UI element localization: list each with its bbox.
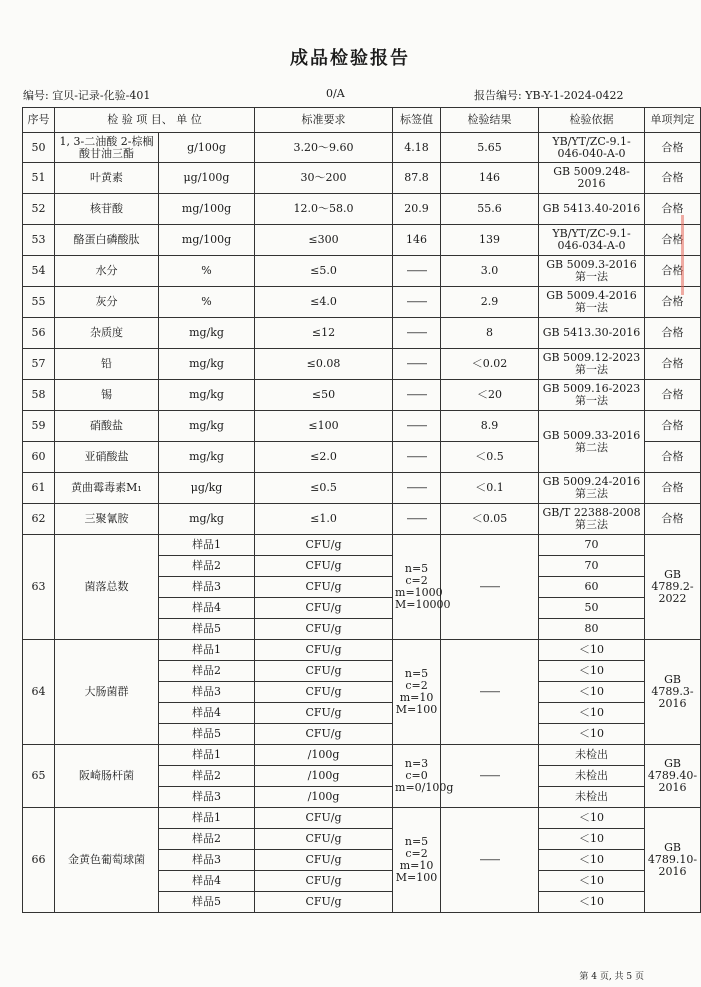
sample-unit: CFU/g <box>255 871 393 892</box>
test-result: 70 <box>539 535 645 556</box>
item-name: 叶黄素 <box>55 163 159 194</box>
standard-requirement: ≤12 <box>255 318 393 349</box>
judgement: 合格 <box>645 349 701 380</box>
label-value: —— <box>393 380 441 411</box>
sample-unit: CFU/g <box>255 829 393 850</box>
table-row <box>23 133 701 163</box>
row-number: 58 <box>23 380 55 411</box>
test-result: 80 <box>539 619 645 640</box>
test-basis: GB 5009.248-2016 <box>539 163 645 194</box>
judgement: 合格 <box>645 504 701 535</box>
test-result: 50 <box>539 598 645 619</box>
sample-label: 样品3 <box>159 850 255 871</box>
report-title: 成品检验报告 <box>290 48 410 69</box>
test-basis: GB 4789.10-2016 <box>645 808 701 913</box>
item-name: 硝酸盐 <box>55 411 159 442</box>
inspection-table <box>22 107 701 913</box>
header-row <box>23 108 701 133</box>
item-unit: mg/kg <box>159 349 255 380</box>
label-value: —— <box>393 504 441 535</box>
sample-unit: CFU/g <box>255 892 393 913</box>
label-value: —— <box>393 349 441 380</box>
label-value: —— <box>441 745 539 808</box>
item-unit: mg/kg <box>159 442 255 473</box>
standard-requirement: ≤4.0 <box>255 287 393 318</box>
sample-label: 样品1 <box>159 640 255 661</box>
label-value: —— <box>441 808 539 913</box>
item-name: 杂质度 <box>55 318 159 349</box>
label-value: 20.9 <box>393 194 441 225</box>
sample-unit: CFU/g <box>255 724 393 745</box>
test-result: 8 <box>441 318 539 349</box>
sample-unit: /100g <box>255 745 393 766</box>
page-number: 第 4 页, 共 5 页 <box>579 972 644 982</box>
sample-unit: CFU/g <box>255 808 393 829</box>
standard-requirement: ≤50 <box>255 380 393 411</box>
row-number: 52 <box>23 194 55 225</box>
test-result: 未检出 <box>539 766 645 787</box>
row-number: 64 <box>23 640 55 745</box>
test-result: 未检出 <box>539 745 645 766</box>
standard-requirement: 3.20～9.60 <box>255 133 393 163</box>
test-basis: GB 4789.3-2016 <box>645 640 701 745</box>
row-number: 60 <box>23 442 55 473</box>
test-result: 70 <box>539 556 645 577</box>
test-result: 139 <box>441 225 539 256</box>
row-number: 62 <box>23 504 55 535</box>
label-value: —— <box>393 442 441 473</box>
sampling-plan: n=5 c=2 m=10 M=100 <box>393 640 441 745</box>
sample-unit: CFU/g <box>255 640 393 661</box>
sample-unit: /100g <box>255 787 393 808</box>
sample-unit: /100g <box>255 766 393 787</box>
label-value: —— <box>393 473 441 504</box>
test-basis: YB/YT/ZC-9.1-046-034-A-0 <box>539 225 645 256</box>
test-result: ＜0.5 <box>441 442 539 473</box>
report-number: 报告编号: YB-Y-1-2024-0422 <box>474 89 624 102</box>
sample-label: 样品1 <box>159 535 255 556</box>
row-number: 66 <box>23 808 55 913</box>
sample-label: 样品1 <box>159 808 255 829</box>
table-row <box>23 194 701 225</box>
test-basis: GB 5009.4-2016 第一法 <box>539 287 645 318</box>
item-unit: μg/kg <box>159 473 255 504</box>
standard-requirement: 30～200 <box>255 163 393 194</box>
standard-requirement: ≤5.0 <box>255 256 393 287</box>
test-result: ＜10 <box>539 808 645 829</box>
sample-label: 样品3 <box>159 682 255 703</box>
test-result: 2.9 <box>441 287 539 318</box>
test-result: 60 <box>539 577 645 598</box>
row-number: 53 <box>23 225 55 256</box>
header-cell: 检 验 项 目、 单 位 <box>55 108 255 133</box>
table-row <box>23 504 701 535</box>
sample-label: 样品4 <box>159 871 255 892</box>
test-result: ＜0.02 <box>441 349 539 380</box>
label-value: 146 <box>393 225 441 256</box>
label-value: —— <box>441 640 539 745</box>
item-unit: mg/100g <box>159 225 255 256</box>
standard-requirement: ≤300 <box>255 225 393 256</box>
test-result: 55.6 <box>441 194 539 225</box>
test-result: ＜10 <box>539 829 645 850</box>
judgement: 合格 <box>645 163 701 194</box>
table-row <box>23 349 701 380</box>
test-result: ＜10 <box>539 724 645 745</box>
sample-unit: CFU/g <box>255 577 393 598</box>
test-basis: GB 4789.40-2016 <box>645 745 701 808</box>
sample-label: 样品4 <box>159 703 255 724</box>
sample-unit: CFU/g <box>255 682 393 703</box>
record-code: 编号: 宜贝-记录-化验-401 <box>23 89 151 102</box>
row-number: 54 <box>23 256 55 287</box>
item-unit: mg/kg <box>159 504 255 535</box>
label-value: —— <box>393 318 441 349</box>
header-cell: 检验结果 <box>441 108 539 133</box>
test-result: ＜0.1 <box>441 473 539 504</box>
test-basis: YB/YT/ZC-9.1-046-040-A-0 <box>539 133 645 163</box>
row-number: 50 <box>23 133 55 163</box>
standard-requirement: ≤1.0 <box>255 504 393 535</box>
judgement: 合格 <box>645 380 701 411</box>
table-row <box>23 380 701 411</box>
table-row <box>23 411 701 442</box>
sample-unit: CFU/g <box>255 850 393 871</box>
sample-label: 样品2 <box>159 661 255 682</box>
test-result: ＜20 <box>441 380 539 411</box>
test-basis: GB 5413.40-2016 <box>539 194 645 225</box>
item-name: 1, 3-二油酸 2-棕榈酸甘油三酯 <box>55 133 159 163</box>
item-name: 黄曲霉毒素M₁ <box>55 473 159 504</box>
item-name: 三聚氰胺 <box>55 504 159 535</box>
sampling-plan: n=5 c=2 m=10 M=100 <box>393 808 441 913</box>
row-number: 59 <box>23 411 55 442</box>
sample-unit: CFU/g <box>255 556 393 577</box>
row-number: 63 <box>23 535 55 640</box>
item-name: 核苷酸 <box>55 194 159 225</box>
sample-label: 样品2 <box>159 829 255 850</box>
judgement: 合格 <box>645 225 701 256</box>
sample-row <box>23 745 701 766</box>
sample-label: 样品4 <box>159 598 255 619</box>
row-number: 61 <box>23 473 55 504</box>
table-row <box>23 163 701 194</box>
label-value: —— <box>393 411 441 442</box>
judgement: 合格 <box>645 133 701 163</box>
judgement: 合格 <box>645 287 701 318</box>
row-number: 65 <box>23 745 55 808</box>
sample-unit: CFU/g <box>255 661 393 682</box>
row-number: 56 <box>23 318 55 349</box>
standard-requirement: 12.0～58.0 <box>255 194 393 225</box>
table-row <box>23 256 701 287</box>
sample-label: 样品5 <box>159 619 255 640</box>
table-row <box>23 225 701 256</box>
sample-label: 样品2 <box>159 556 255 577</box>
item-unit: mg/100g <box>159 194 255 225</box>
standard-requirement: ≤0.5 <box>255 473 393 504</box>
header-cell: 标准要求 <box>255 108 393 133</box>
sample-unit: CFU/g <box>255 598 393 619</box>
red-stamp-fragment <box>681 215 700 295</box>
label-value: —— <box>393 256 441 287</box>
item-name: 灰分 <box>55 287 159 318</box>
sampling-plan: n=5 c=2 m=1000 M=10000 <box>393 535 441 640</box>
label-value: 4.18 <box>393 133 441 163</box>
test-result: 3.0 <box>441 256 539 287</box>
item-unit: % <box>159 256 255 287</box>
sample-label: 样品5 <box>159 724 255 745</box>
item-unit: mg/kg <box>159 318 255 349</box>
item-name: 菌落总数 <box>55 535 159 640</box>
item-name: 锡 <box>55 380 159 411</box>
test-result: 5.65 <box>441 133 539 163</box>
test-basis: GB 5009.3-2016 第一法 <box>539 256 645 287</box>
label-value: 87.8 <box>393 163 441 194</box>
test-result: ＜10 <box>539 850 645 871</box>
test-result: ＜10 <box>539 682 645 703</box>
judgement: 合格 <box>645 473 701 504</box>
version: 0/A <box>326 87 345 100</box>
item-name: 铅 <box>55 349 159 380</box>
row-number: 51 <box>23 163 55 194</box>
test-result: ＜0.05 <box>441 504 539 535</box>
test-basis: GB 4789.2-2022 <box>645 535 701 640</box>
item-name: 酪蛋白磷酸肽 <box>55 225 159 256</box>
test-result: ＜10 <box>539 661 645 682</box>
item-name: 大肠菌群 <box>55 640 159 745</box>
table-row <box>23 318 701 349</box>
test-result: 8.9 <box>441 411 539 442</box>
header-cell: 检验依据 <box>539 108 645 133</box>
test-result: ＜10 <box>539 871 645 892</box>
item-unit: % <box>159 287 255 318</box>
test-basis: GB 5413.30-2016 <box>539 318 645 349</box>
sample-unit: CFU/g <box>255 535 393 556</box>
judgement: 合格 <box>645 442 701 473</box>
judgement: 合格 <box>645 318 701 349</box>
test-result: 146 <box>441 163 539 194</box>
item-name: 阪崎肠杆菌 <box>55 745 159 808</box>
test-result: ＜10 <box>539 640 645 661</box>
item-unit: g/100g <box>159 133 255 163</box>
row-number: 55 <box>23 287 55 318</box>
header-cell: 单项判定 <box>645 108 701 133</box>
test-basis: GB 5009.16-2023 第一法 <box>539 380 645 411</box>
sample-unit: CFU/g <box>255 619 393 640</box>
sampling-plan: n=3 c=0 m=0/100g <box>393 745 441 808</box>
item-unit: mg/kg <box>159 380 255 411</box>
table-row <box>23 287 701 318</box>
test-basis: GB 5009.12-2023 第一法 <box>539 349 645 380</box>
standard-requirement: ≤100 <box>255 411 393 442</box>
test-basis: GB 5009.24-2016 第三法 <box>539 473 645 504</box>
test-basis: GB 5009.33-2016 第二法 <box>539 411 645 473</box>
test-result: 未检出 <box>539 787 645 808</box>
sample-label: 样品1 <box>159 745 255 766</box>
label-value: —— <box>393 287 441 318</box>
judgement: 合格 <box>645 411 701 442</box>
sample-row <box>23 535 701 556</box>
header-cell: 序号 <box>23 108 55 133</box>
row-number: 57 <box>23 349 55 380</box>
sample-row <box>23 808 701 829</box>
sample-label: 样品3 <box>159 577 255 598</box>
sample-label: 样品3 <box>159 787 255 808</box>
sample-row <box>23 640 701 661</box>
item-unit: mg/kg <box>159 411 255 442</box>
item-name: 水分 <box>55 256 159 287</box>
table-row <box>23 473 701 504</box>
item-unit: μg/100g <box>159 163 255 194</box>
sample-label: 样品5 <box>159 892 255 913</box>
item-name: 金黄色葡萄球菌 <box>55 808 159 913</box>
judgement: 合格 <box>645 256 701 287</box>
test-basis: GB/T 22388-2008 第三法 <box>539 504 645 535</box>
item-name: 亚硝酸盐 <box>55 442 159 473</box>
standard-requirement: ≤2.0 <box>255 442 393 473</box>
label-value: —— <box>441 535 539 640</box>
standard-requirement: ≤0.08 <box>255 349 393 380</box>
test-result: ＜10 <box>539 892 645 913</box>
sample-unit: CFU/g <box>255 703 393 724</box>
judgement: 合格 <box>645 194 701 225</box>
test-result: ＜10 <box>539 703 645 724</box>
header-cell: 标签值 <box>393 108 441 133</box>
sample-label: 样品2 <box>159 766 255 787</box>
